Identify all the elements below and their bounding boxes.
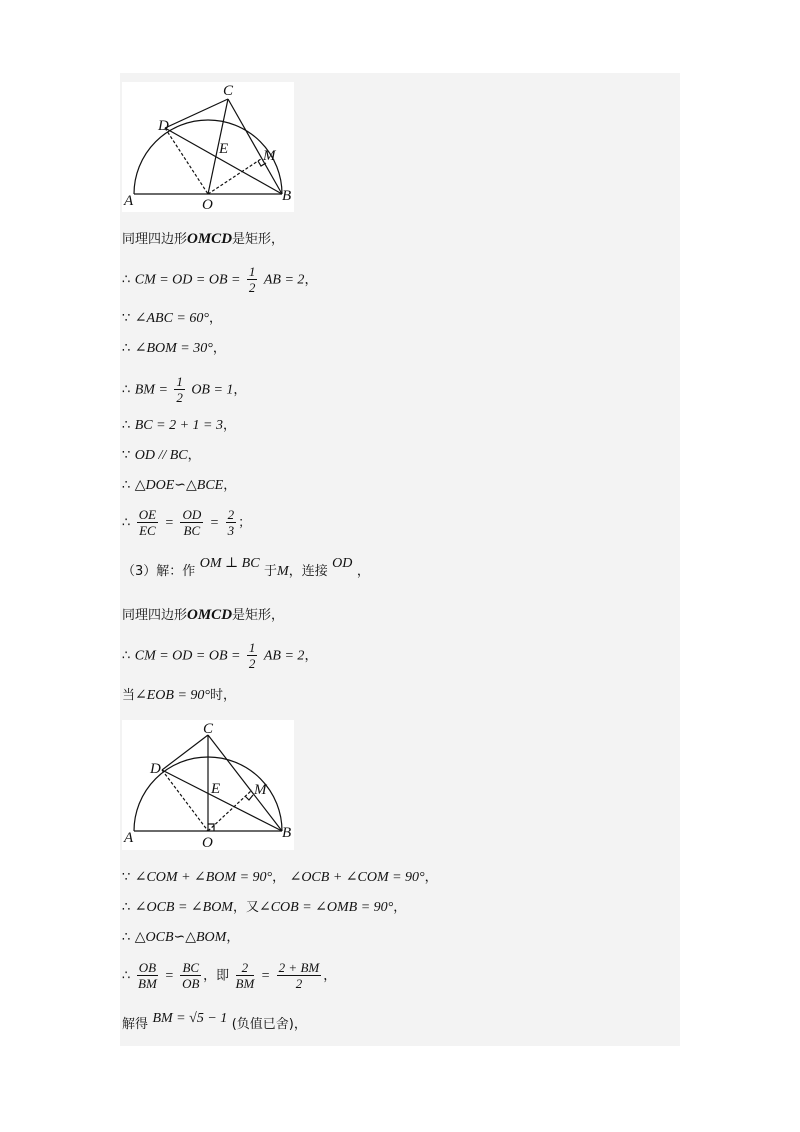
line-7: ∵ OD // BC， (122, 448, 201, 463)
label-a: A (124, 193, 134, 209)
label-d: D (150, 761, 161, 777)
label-c: C (223, 83, 234, 99)
line-13: 当∠EOB = 90°时， (122, 688, 237, 703)
line-12: ∴ CM = OD = OB = $\frac{1}{2}$ AB = 2， (122, 640, 318, 671)
label-m: M (263, 148, 276, 164)
label-c: C (203, 721, 214, 737)
line-9: ∴ $\frac{OE}{EC}$ = $\frac{OD}{BC}$ = $\frac{2}{3}$ ； (122, 507, 252, 538)
line-14: ∵ ∠COM + ∠BOM = 90°， ∠OCB + ∠COM = 90°， (122, 870, 438, 885)
segment-do-dashed (165, 128, 208, 194)
line-16: ∴ △OCB∽△BOM， (122, 930, 240, 945)
line-4: ∴ ∠BOM = 30°， (122, 341, 226, 356)
line-8: ∴ △DOE∽△BCE， (122, 478, 237, 493)
label-b: B (282, 825, 292, 841)
segment-dc (165, 99, 228, 128)
geometry-figure-2 (122, 720, 294, 850)
label-d: D (158, 118, 169, 134)
segment-db (162, 770, 282, 831)
segment-do-dashed (162, 770, 208, 831)
line-17: ∴ $\frac{OB}{BM}$ = $\frac{BC}{OB}$ ，即 $\frac{2}{BM}$ = $\frac{2 + BM}{2}$ ， (122, 960, 337, 991)
line-18: 解得 BM = √5 − 1 (负值已舍)， (122, 1011, 307, 1032)
label-o: O (202, 835, 213, 850)
line-6: ∴ BC = 2 + 1 = 3， (122, 418, 236, 433)
line-1: 同理四边形OMCD是矩形， (122, 231, 285, 247)
line-3: ∵ ∠ABC = 60°， (122, 311, 222, 326)
line-11: 同理四边形OMCD是矩形， (122, 607, 285, 623)
semicircle-arc (134, 120, 282, 194)
line-2: ∴ CM = OD = OB = $\frac{1}{2}$ AB = 2， (122, 264, 318, 295)
label-a: A (124, 830, 134, 846)
geometry-figure-1 (122, 82, 294, 212)
line-5: ∴ BM = $\frac{1}{2}$ OB = 1， (122, 374, 247, 405)
segment-om-dashed (208, 159, 261, 194)
line-15: ∴ ∠OCB = ∠BOM，又∠COB = ∠OMB = 90°， (122, 900, 407, 915)
label-b: B (282, 188, 292, 204)
line-10: （3）解：作 OM ⊥ BC 于M，连接 OD ， (122, 556, 370, 579)
label-o: O (202, 197, 213, 212)
label-m: M (254, 782, 267, 798)
label-e: E (211, 781, 221, 797)
label-e: E (219, 141, 229, 157)
segment-dc (162, 735, 208, 770)
segment-cb (228, 99, 282, 194)
